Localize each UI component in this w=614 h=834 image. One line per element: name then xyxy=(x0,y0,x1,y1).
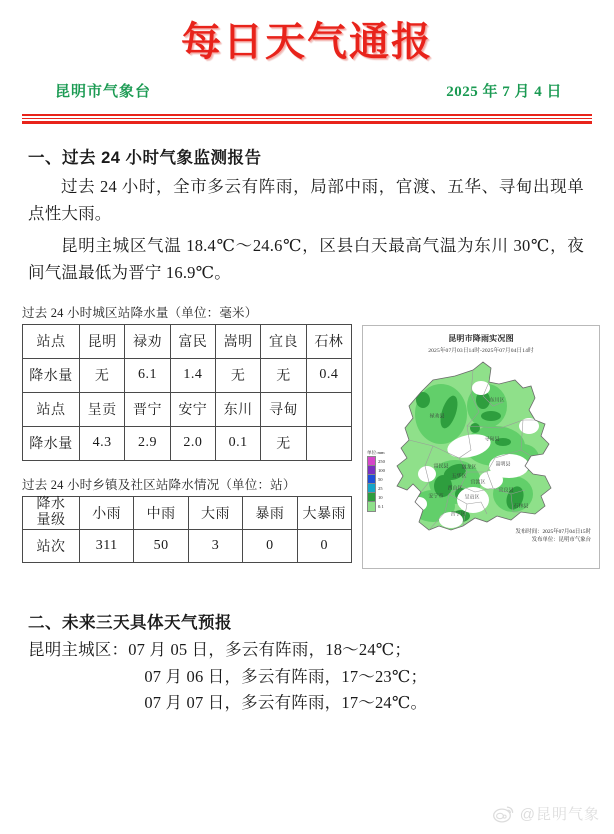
forecast-list xyxy=(28,637,614,717)
table-row xyxy=(23,496,352,529)
header-divider xyxy=(22,114,592,124)
map-place-label: 晋宁区 xyxy=(450,512,466,518)
weibo-icon xyxy=(493,805,515,823)
cell-empty xyxy=(306,426,351,460)
urban-station-precipitation-table xyxy=(22,324,352,461)
weibo-handle: @昆明气象 xyxy=(519,806,600,823)
cell: 无 xyxy=(261,358,306,392)
cell: 0 xyxy=(243,529,297,562)
table-row xyxy=(23,324,352,358)
cell: 50 xyxy=(134,529,188,562)
legend-value: 100 xyxy=(378,467,385,473)
page-title: 每日天气通报 xyxy=(181,19,433,64)
forecast-area-label: 昆明主城区： xyxy=(28,639,129,659)
map-place-label: 安宁市 xyxy=(428,494,444,500)
section-2-heading: 二、未来三天具体天气预报 xyxy=(28,613,232,632)
divider-line-2 xyxy=(22,118,592,120)
cell: 呈贡 xyxy=(80,392,125,426)
map-place-label: 富民县 xyxy=(433,464,449,470)
forecast-text: 07 月 07 日，多云有阵雨，17～24℃。 xyxy=(144,693,428,713)
forecast-row xyxy=(28,664,614,691)
legend-value: 250 xyxy=(378,458,385,464)
forecast-text: 07 月 06 日，多云有阵雨，17～23℃； xyxy=(144,666,428,686)
cell-empty xyxy=(306,392,351,426)
table-row xyxy=(23,358,352,392)
table-row xyxy=(23,426,352,460)
kunming-rainfall-map-svg xyxy=(363,354,599,550)
map-legend xyxy=(367,450,391,511)
cell: 311 xyxy=(80,529,134,562)
cell: 无 xyxy=(261,426,306,460)
cell: 6.1 xyxy=(125,358,170,392)
table-row xyxy=(23,529,352,562)
cell: 昆明 xyxy=(80,324,125,358)
issuer-label: 昆明市气象台 xyxy=(55,84,152,100)
cell: 0 xyxy=(297,529,351,562)
forecast-text: 07 月 05 日，多云有阵雨，18～24℃； xyxy=(128,639,412,659)
cell: 富民 xyxy=(170,324,215,358)
cell: 0.4 xyxy=(306,358,351,392)
column-header: 中雨 xyxy=(134,496,188,529)
weibo-watermark xyxy=(493,803,600,824)
cell: 东川 xyxy=(215,392,260,426)
map-stage xyxy=(363,354,599,550)
table-2-caption: 过去 24 小时乡镇及社区站降水情况（单位：站） xyxy=(22,477,296,492)
tables-column xyxy=(22,303,352,563)
forecast-row xyxy=(28,690,614,717)
header-line-1: 降水 xyxy=(36,497,66,513)
map-place-label: 西山区 xyxy=(447,486,463,492)
header-meta xyxy=(0,62,614,101)
township-precipitation-table xyxy=(22,496,352,563)
map-publisher: 发布单位：昆明市气象台 xyxy=(531,537,591,544)
map-subtitle: 2025年07月03日14时-2025年07月04日14时 xyxy=(428,347,534,354)
precipitation-level-header xyxy=(23,496,80,529)
map-place-label: 宜良县 xyxy=(498,488,514,494)
column-header: 小雨 xyxy=(80,496,134,529)
cell: 无 xyxy=(80,358,125,392)
cell: 寻甸 xyxy=(261,392,306,426)
row-label: 站次 xyxy=(23,529,80,562)
map-publish-time: 发布时间：2025年07月04日15时 xyxy=(515,529,591,536)
divider-line-1 xyxy=(22,114,592,116)
legend-value: 25 xyxy=(378,485,383,491)
divider-line-3 xyxy=(22,121,592,124)
column-header: 暴雨 xyxy=(243,496,297,529)
section-1-heading: 一、过去 24 小时气象监测报告 xyxy=(28,149,262,167)
column-header: 大暴雨 xyxy=(297,496,351,529)
cell: 2.9 xyxy=(125,426,170,460)
cell: 宜良 xyxy=(261,324,306,358)
map-place-label: 官渡区 xyxy=(470,480,486,486)
map-place-label: 东川区 xyxy=(489,398,505,404)
legend-swatch xyxy=(367,501,376,511)
cell: 安宁 xyxy=(170,392,215,426)
cell: 嵩明 xyxy=(215,324,260,358)
data-and-map-area xyxy=(0,303,614,603)
row-label: 降水量 xyxy=(23,426,80,460)
cell: 2.0 xyxy=(170,426,215,460)
legend-row xyxy=(367,502,391,511)
legend-unit-label: 单位:mm xyxy=(367,449,385,455)
row-label: 站点 xyxy=(23,324,80,358)
map-rainfall-layer xyxy=(363,354,599,550)
legend-value: 50 xyxy=(378,476,383,482)
cell: 禄劝 xyxy=(125,324,170,358)
column-header: 大雨 xyxy=(188,496,242,529)
map-footer xyxy=(516,529,591,545)
map-place-label: 呈贡区 xyxy=(464,495,480,501)
legend-value: 0.1 xyxy=(378,503,384,509)
rainfall-map-panel xyxy=(362,325,600,569)
map-place-label: 石林县 xyxy=(513,504,529,510)
cell: 4.3 xyxy=(80,426,125,460)
map-place-label: 盘龙区 xyxy=(461,465,477,471)
cell: 石林 xyxy=(306,324,351,358)
map-title: 昆明市降雨实况图 xyxy=(448,333,514,343)
cell: 3 xyxy=(188,529,242,562)
row-label: 降水量 xyxy=(23,358,80,392)
cell: 1.4 xyxy=(170,358,215,392)
header-line-2: 量级 xyxy=(36,512,66,528)
map-place-label: 嵩明县 xyxy=(495,462,511,468)
cell: 晋宁 xyxy=(125,392,170,426)
map-place-label: 五华区 xyxy=(451,474,467,480)
legend-value: 10 xyxy=(378,494,383,500)
map-place-label: 禄劝县 xyxy=(429,414,445,420)
table-1-caption: 过去 24 小时城区站降水量（单位：毫米） xyxy=(22,305,258,320)
map-place-label: 寻甸县 xyxy=(484,437,500,443)
issue-date-label: 2025 年 7 月 4 日 xyxy=(446,84,562,100)
section-1-paragraph-2: 昆明主城区气温 18.4℃～24.6℃，区县白天最高气温为东川 30℃，夜间气温最低为晋宁 16.9℃。 xyxy=(28,236,584,283)
forecast-row xyxy=(28,637,614,664)
row-label: 站点 xyxy=(23,392,80,426)
cell: 无 xyxy=(215,358,260,392)
table-row xyxy=(23,392,352,426)
section-1-paragraph-1: 过去 24 小时，全市多云有阵雨，局部中雨，官渡、五华、寻甸出现单点性大雨。 xyxy=(28,177,584,223)
cell: 0.1 xyxy=(215,426,260,460)
